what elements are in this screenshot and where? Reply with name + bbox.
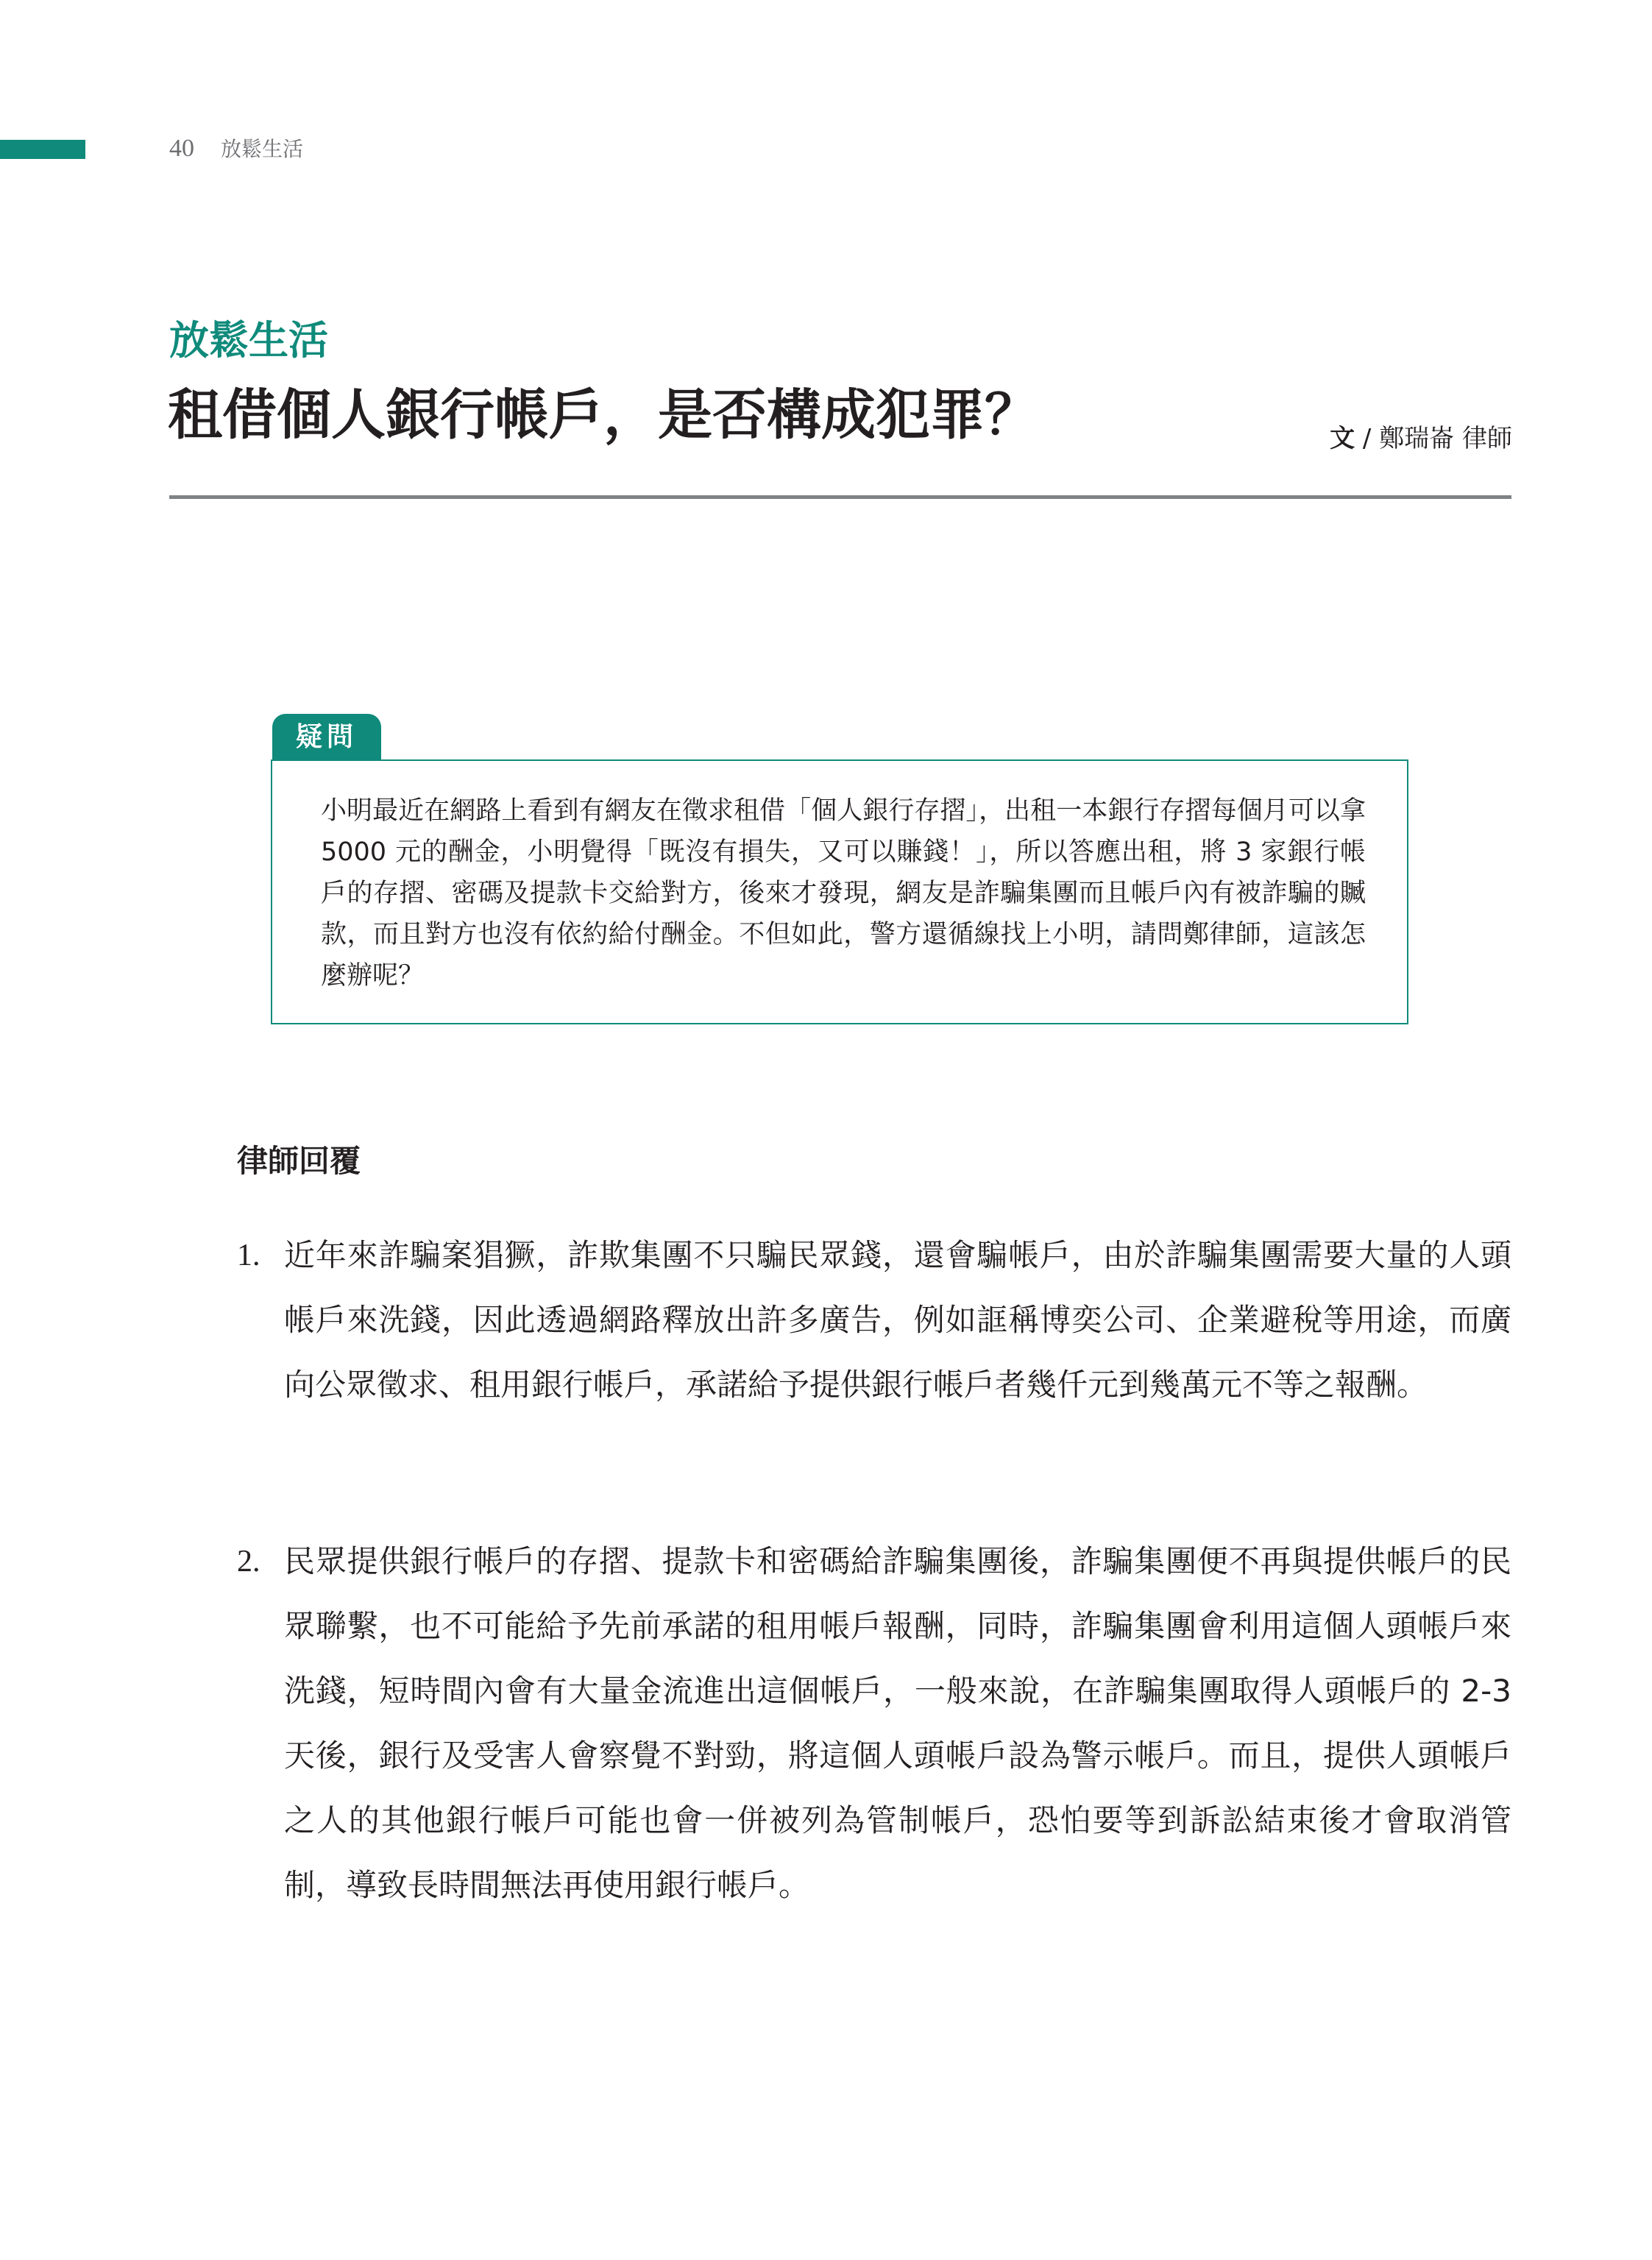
answer-item bbox=[237, 1223, 1511, 1417]
article-title: 租借個人銀行帳戶，是否構成犯罪？ bbox=[168, 383, 1039, 447]
answer-item-number: 2. bbox=[237, 1545, 260, 1579]
header-accent-bar bbox=[0, 140, 85, 159]
running-head: 放鬆生活 bbox=[221, 137, 304, 161]
title-divider bbox=[169, 495, 1511, 499]
question-text: 小明最近在網路上看到有網友在徵求租借「個人銀行存摺」，出租一本銀行存摺每個月可以拿 5000 元的酬金，小明覺得「既沒有損失，又可以賺錢！」，所以答應出租，將 3 家銀行帳戶的存摺、密碼及提款卡交給對方，後來才發現，網友是詐騙集團而且帳戶內有被詐騙的贓款，而且對方也沒有依約給付酬金。不但如此，警方還循線找上小明，請問鄭律師，這該怎麼辦呢？ bbox=[321, 796, 1366, 991]
section-label: 放鬆生活 bbox=[169, 317, 328, 364]
answer-item-number: 1. bbox=[237, 1239, 260, 1272]
author-name: 鄭瑞崙 律師 bbox=[1379, 424, 1512, 453]
page-number: 40 bbox=[169, 135, 194, 162]
answer-item bbox=[237, 1529, 1511, 1918]
answer-heading: 律師回覆 bbox=[237, 1143, 361, 1179]
answer-item-text: 民眾提供銀行帳戶的存摺、提款卡和密碼給詐騙集團後，詐騙集團便不再與提供帳戶的民眾聯繫，也不可能給予先前承諾的租用帳戶報酬，同時，詐騙集團會利用這個人頭帳戶來洗錢，短時間內會有大量金流進出這個帳戶，一般來說，在詐騙集團取得人頭帳戶的 2-3 天後，銀行及受害人會察覺不對勁，將這個人頭帳戶設為警示帳戶。而且，提供人頭帳戶之人的其他銀行帳戶可能也會一併被列為管制帳戶，恐怕要等到訴訟結束後才會取消管制，導致長時間無法再使用銀行帳戶。 bbox=[284, 1543, 1511, 1903]
byline bbox=[1330, 421, 1512, 456]
question-label: 疑問 bbox=[272, 714, 381, 761]
byline-separator: / bbox=[1355, 424, 1380, 453]
answer-item-text: 近年來詐騙案猖獗，詐欺集團不只騙民眾錢，還會騙帳戶，由於詐騙集團需要大量的人頭帳戶來洗錢，因此透過網路釋放出許多廣告，例如誆稱博奕公司、企業避稅等用途，而廣向公眾徵求、租用銀行帳戶，承諾給予提供銀行帳戶者幾仟元到幾萬元不等之報酬。 bbox=[284, 1237, 1511, 1403]
byline-prefix: 文 bbox=[1330, 424, 1355, 453]
